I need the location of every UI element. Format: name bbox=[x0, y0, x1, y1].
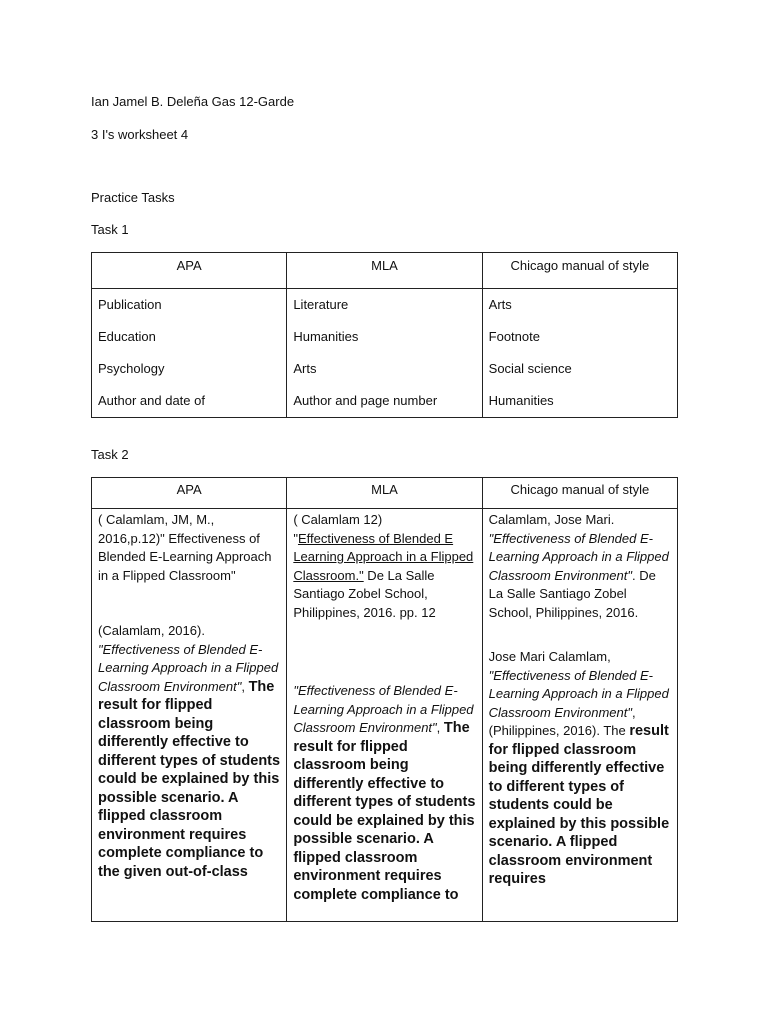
citation-text: Calamlam, Jose Mari. bbox=[488, 512, 615, 527]
citation-title: "Effectiveness of Blended E-Learning Approach in a Flipped Classroom Environment" bbox=[98, 641, 279, 694]
list-item: Humanities bbox=[488, 393, 554, 408]
citation-text: De La Salle Santiago Zobel School, Philippines, 2016. pp. 12 bbox=[293, 567, 436, 620]
task2-col-mla: MLA bbox=[287, 478, 482, 509]
list-item: Publication bbox=[98, 297, 162, 312]
task1-col-chicago: Chicago manual of style bbox=[482, 253, 677, 289]
task2-col-apa: APA bbox=[92, 478, 287, 509]
citation-title: "Effectiveness of Blended E-Learning Approach in a Flipped Classroom Environment" bbox=[488, 530, 669, 583]
worksheet-title: 3 I's worksheet 4 bbox=[91, 127, 189, 142]
chicago-citation-1 bbox=[489, 511, 671, 622]
citation-text: . De La Salle Santiago Zobel School, Philippines, 2016. bbox=[488, 567, 656, 620]
citation-text: , (Philippines, 2016). The bbox=[488, 704, 636, 738]
citation-text: ( Calamlam, JM, M., 2016,p.12)" Effectiveness of Blended E-Learning Approach in a Flipped Classroom" bbox=[98, 512, 272, 583]
list-item: Education bbox=[98, 329, 156, 344]
citation-excerpt: The result for flipped classroom being differently effective to different types of students could be explained by this possible scenario. A flipped classroom environment requires complete compliance to bbox=[293, 720, 476, 903]
task1-mla-cell bbox=[287, 289, 482, 418]
author-line: Ian Jamel B. Deleña Gas 12-Garde bbox=[91, 94, 295, 109]
practice-tasks-heading: Practice Tasks bbox=[91, 190, 175, 205]
task2-body-row bbox=[92, 509, 678, 922]
list-item: Humanities bbox=[293, 329, 359, 344]
task2-heading: Task 2 bbox=[91, 447, 129, 462]
task1-table bbox=[91, 252, 678, 418]
citation-text: (Calamlam, 2016). bbox=[98, 623, 205, 638]
citation-quote: " bbox=[293, 530, 298, 546]
citation-separator: , bbox=[241, 678, 249, 694]
citation-title: "Effectiveness of Blended E-Learning Approach in a Flipped Classroom Environment" bbox=[488, 667, 669, 720]
apa-citation-1 bbox=[98, 511, 280, 585]
task1-header-row bbox=[92, 253, 678, 289]
list-item: Footnote bbox=[488, 329, 540, 344]
list-item: Arts bbox=[488, 297, 512, 312]
mla-citation-2 bbox=[293, 682, 475, 904]
citation-text: Jose Mari Calamlam, bbox=[488, 649, 611, 664]
chicago-citation-2 bbox=[489, 648, 671, 889]
mla-citation-1 bbox=[293, 511, 475, 622]
task2-header-row bbox=[92, 478, 678, 509]
task1-body-row bbox=[92, 289, 678, 418]
task1-col-mla: MLA bbox=[287, 253, 482, 289]
list-item: Literature bbox=[293, 297, 349, 312]
list-item: Arts bbox=[293, 361, 317, 376]
task1-apa-cell bbox=[92, 289, 287, 418]
citation-excerpt: result for flipped classroom being differently effective to different types of students could be explained by this possible scenario. A flipped classroom environment requires bbox=[488, 723, 670, 887]
task1-chicago-cell bbox=[482, 289, 677, 418]
citation-text: ( Calamlam 12) bbox=[293, 512, 383, 527]
task2-table bbox=[91, 477, 678, 922]
citation-excerpt: The result for flipped classroom being differently effective to different types of students could be explained by this possible scenario. A flipped classroom environment requires complete compliance to the given out-of-class bbox=[98, 678, 281, 880]
task2-apa-cell bbox=[92, 509, 287, 922]
list-item: Author and page number bbox=[293, 393, 438, 408]
task2-mla-cell bbox=[287, 509, 482, 922]
task2-chicago-cell bbox=[482, 509, 677, 922]
task1-heading: Task 1 bbox=[91, 222, 129, 237]
list-item: Social science bbox=[488, 361, 572, 376]
task2-col-chicago: Chicago manual of style bbox=[482, 478, 677, 509]
apa-citation-2 bbox=[98, 622, 280, 881]
task1-col-apa: APA bbox=[92, 253, 287, 289]
citation-title: "Effectiveness of Blended E-Learning Approach in a Flipped Classroom Environment" bbox=[293, 683, 474, 735]
list-item: Author and date of bbox=[98, 393, 205, 408]
citation-title: Effectiveness of Blended E Learning Approach in a Flipped Classroom." bbox=[293, 530, 474, 583]
list-item: Psychology bbox=[98, 361, 165, 376]
citation-separator: , bbox=[436, 720, 444, 735]
